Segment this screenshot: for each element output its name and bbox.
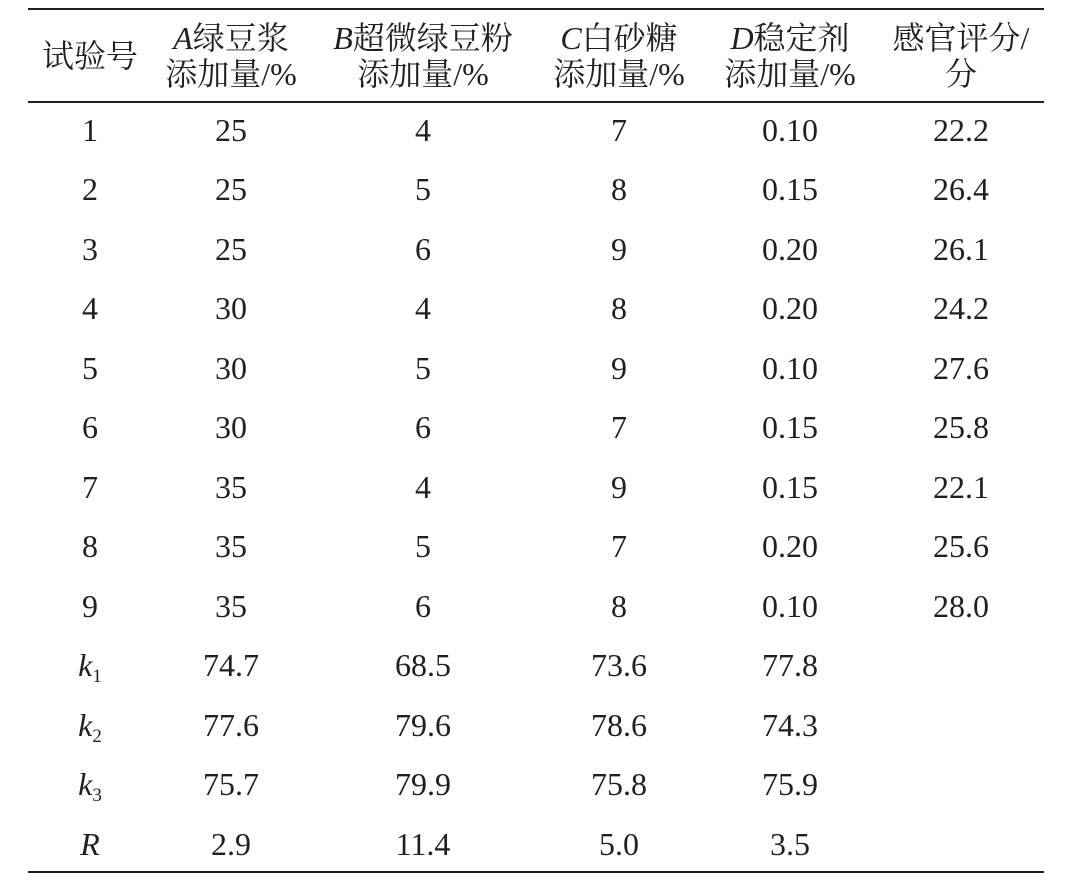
table-cell: 0.15 [762,171,818,208]
table-cell: 5 [415,171,431,208]
table-top-rule [28,8,1044,10]
table-cell: 68.5 [395,647,451,684]
table-header-row [28,12,1044,100]
header-unit: 添加量/% [357,56,489,92]
table-row [28,338,1044,398]
stat-label [28,706,152,747]
table-cell: 0.10 [762,111,818,148]
table-cell: 8 [611,587,627,624]
table-cell: 5.0 [599,825,639,862]
table-cell: 0.20 [762,528,818,565]
table-cell: 4 [415,290,431,327]
table-cell: 0.15 [762,409,818,446]
header-sensory-score-title [893,20,1030,56]
header-text: 感官评分/ [892,20,1030,56]
stat-label-letter: k [78,766,93,803]
table-cell: 22.2 [933,111,989,148]
table-cell: 25 [215,230,247,267]
table-cell: 8 [611,171,627,208]
table-cell: 30 [215,409,247,446]
table-row [28,576,1044,636]
table-row [28,279,1044,339]
table-cell: 5 [415,528,431,565]
stat-label [28,826,152,862]
table-cell: 30 [215,290,247,327]
stat-row-k1 [28,636,1044,696]
table-cell: 9 [82,587,98,624]
table-cell: 26.4 [933,171,989,208]
table-row [28,160,1044,220]
table-cell: 3.5 [770,825,810,862]
header-factor-c-title [560,20,677,56]
table-cell: 2 [82,171,98,208]
table-cell: 35 [215,528,247,565]
stat-row-k3 [28,755,1044,815]
header-factor-d [702,12,878,100]
stat-label [28,647,152,688]
table-row [28,398,1044,458]
table-cell: 79.9 [395,766,451,803]
table-cell: 25.6 [933,528,989,565]
table-cell: 25 [215,111,247,148]
stat-label-subscript: 2 [92,725,102,747]
table-cell: 7 [82,468,98,505]
header-text: 绿豆浆 [192,20,289,56]
header-text: 试验号 [41,38,138,74]
table-cell: 0.10 [762,587,818,624]
table-cell: 27.6 [933,349,989,386]
header-text: 稳定剂 [753,20,850,56]
header-letter: B [333,20,353,56]
table-cell: 7 [611,528,627,565]
table-cell: 0.15 [762,468,818,505]
stat-label-subscript: 1 [92,666,102,688]
table-cell: 6 [415,587,431,624]
header-trial-number [28,12,152,100]
table-cell: 9 [611,349,627,386]
table-cell: 4 [415,468,431,505]
table-cell: 9 [611,230,627,267]
table-cell: 0.10 [762,349,818,386]
table-cell: 75.9 [762,766,818,803]
header-unit: 添加量/% [165,56,297,92]
header-factor-a [152,12,310,100]
table-cell: 75.8 [591,766,647,803]
stat-label-letter: k [78,647,93,684]
table-cell: 28.0 [933,587,989,624]
table-cell: 73.6 [591,647,647,684]
header-unit: 添加量/% [553,56,685,92]
stat-row-range [28,814,1044,874]
table-cell: 9 [611,468,627,505]
header-factor-b [310,12,536,100]
table-cell: 7 [611,111,627,148]
table-cell: 3 [82,230,98,267]
header-text: 白砂糖 [581,20,678,56]
header-text: 超微绿豆粉 [352,20,513,56]
header-factor-c [536,12,702,100]
table-cell: 5 [415,349,431,386]
header-letter: D [730,20,754,56]
table-bottom-rule [28,871,1044,873]
table-cell: 11.4 [395,825,451,862]
table-row [28,517,1044,577]
header-unit: 分 [944,56,977,92]
table-cell: 78.6 [591,706,647,743]
header-trial-number-text [42,38,138,74]
table-cell: 22.1 [933,468,989,505]
table-cell: 25 [215,171,247,208]
table-row [28,457,1044,517]
table-cell: 35 [215,587,247,624]
table-cell: 1 [82,111,98,148]
table-cell: 2.9 [211,825,251,862]
table-cell: 79.6 [395,706,451,743]
header-letter: A [173,20,193,56]
table-row [28,100,1044,160]
table-cell: 8 [611,290,627,327]
table-cell: 24.2 [933,290,989,327]
header-factor-d-title [730,20,849,56]
table-cell: 8 [82,528,98,565]
stat-label-letter: R [80,825,100,862]
table-cell: 0.20 [762,290,818,327]
table-cell: 7 [611,409,627,446]
table-cell: 74.3 [762,706,818,743]
stat-row-k2 [28,695,1044,755]
stat-label-letter: k [78,706,93,743]
table-cell: 77.8 [762,647,818,684]
header-factor-a-title [173,20,289,56]
stat-label-subscript: 3 [92,785,102,807]
header-letter: C [560,20,582,56]
table-cell: 74.7 [203,647,259,684]
table-cell: 25.8 [933,409,989,446]
header-factor-b-title [333,20,513,56]
table-cell: 30 [215,349,247,386]
table-cell: 26.1 [933,230,989,267]
table-cell: 35 [215,468,247,505]
table-body [28,100,1044,874]
table-cell: 4 [415,111,431,148]
table-cell: 75.7 [203,766,259,803]
table-cell: 6 [415,230,431,267]
table-cell: 6 [82,409,98,446]
header-sensory-score [878,12,1044,100]
header-unit: 添加量/% [724,56,856,92]
table-cell: 77.6 [203,706,259,743]
table-row [28,219,1044,279]
table-cell: 4 [82,290,98,327]
table-cell: 6 [415,409,431,446]
table-cell: 0.20 [762,230,818,267]
table-cell: 5 [82,349,98,386]
stat-label [28,766,152,807]
